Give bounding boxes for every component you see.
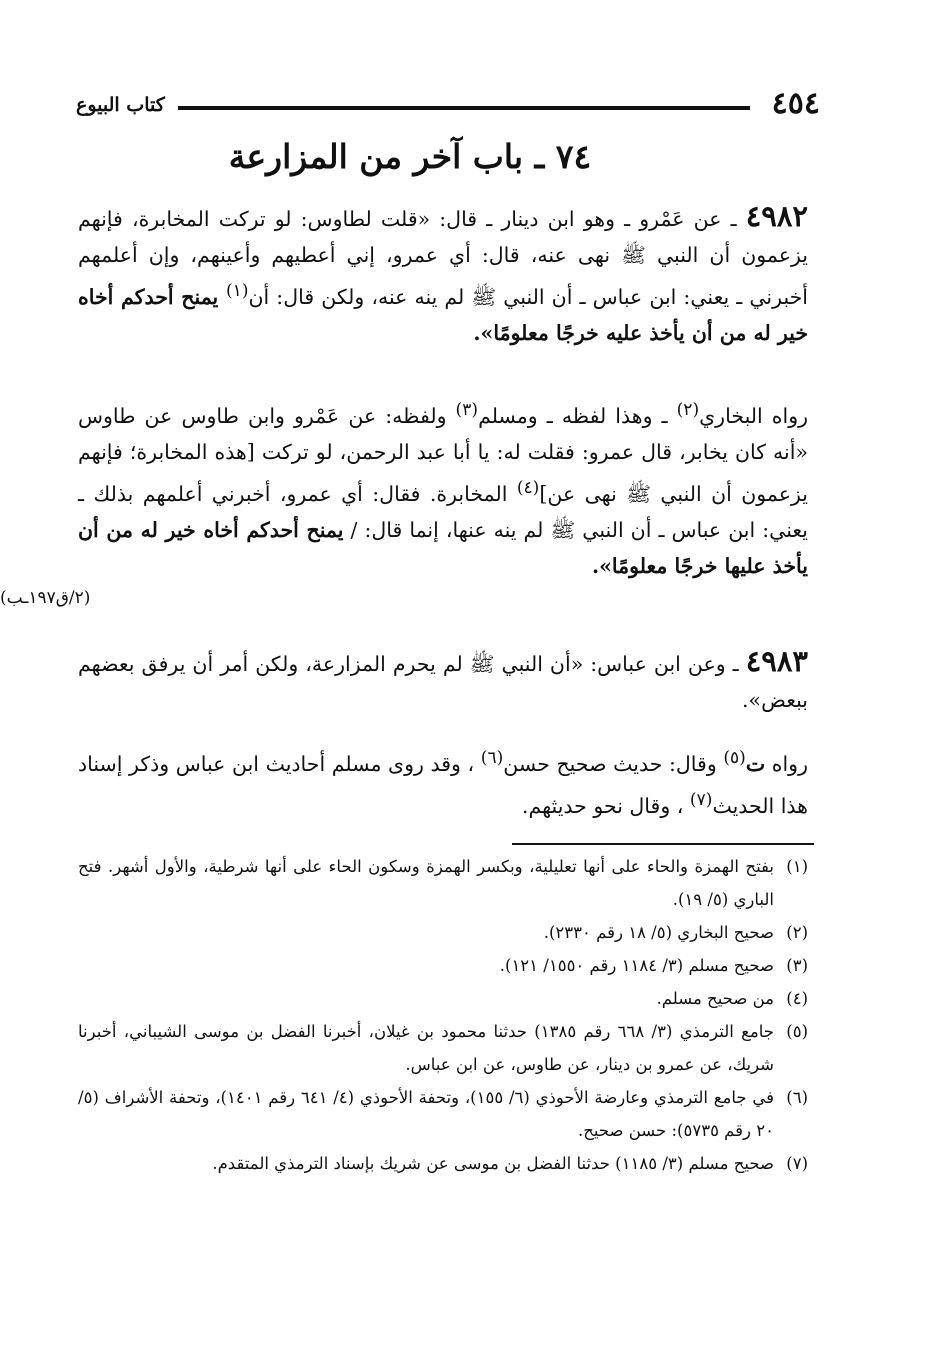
hadith-emphasis: يمنح أحدكم أخاه خير له من أن يأخذ عليها خرجًا معلومًا».: [78, 517, 808, 578]
header-rule: [178, 106, 750, 110]
footnote-item: [78, 949, 808, 982]
footnote-number: (٥): [786, 1022, 808, 1041]
footnote-item: [78, 850, 808, 916]
footnote-marker[interactable]: (٥): [723, 748, 746, 768]
footnote-text: بفتح الهمزة والحاء على أنها تعليلية، وبكسر الهمزة وسكون الحاء على أنها شرطية، والأول أشهر. فتح الباري (٥/ ١٩).: [78, 857, 774, 909]
footnote-text: في جامع الترمذي وعارضة الأحوذي (٦/ ١٥٥)، وتحفة الأحوذي (٤/ ٦٤١ رقم ١٤٠١)، وتحفة الأشراف (٥/ ٢٠ رقم ٥٧٣٥): حسن صحيح.: [78, 1088, 775, 1140]
footnote-rule: [512, 843, 814, 845]
footnote-number: (٢): [786, 923, 808, 942]
footnote-marker[interactable]: (١): [225, 281, 249, 301]
narration-text: ولفظه: عن عَمْرو وابن طاوس عن طاوس «أنه كان يخابر، قال عمرو: فقلت له: يا أبا عبد الرحمن، لو تركت [هذه المخابرة؛ فإنهم يزعمون أن النبي ﷺ نهى عن]: [78, 403, 809, 506]
hadith-emphasis: يمنح أحدكم أخاه خير له من أن يأخذ عليه خرجًا معلومًا».: [78, 284, 808, 345]
footnote-text: جامع الترمذي (٣/ ٦٦٨ رقم ١٣٨٥) حدثنا محمود بن غيلان، أخبرنا الفضل بن موسى الشيباني، أخبرنا شريك، عن عمرو بن دينار، عن طاوس، عن ابن عباس.: [78, 1022, 774, 1074]
page-number: ٤٥٤: [771, 86, 820, 121]
chapter-title: ٧٤ ـ باب آخر من المزارعة: [228, 137, 592, 176]
footnotes: [78, 850, 808, 1180]
narration-text: رواه البخاري: [699, 403, 808, 428]
narration-4982: [78, 392, 808, 584]
footnote-marker[interactable]: (٦): [480, 748, 504, 768]
narration-text: المخابرة. فقال: أي عمرو، أخبرني أعلمهم بذلك ـ يعني: ابن عباس ـ أن النبي ﷺ لم ينه عنها، إنما قال: /: [78, 481, 808, 542]
hadith-text: ـ وعن ابن عباس: «أن النبي ﷺ لم يحرم المزارعة، ولكن أمر أن يرفق بعضهم ببعض».: [78, 652, 808, 712]
footnote-text: صحيح البخاري (٥/ ١٨ رقم ٢٣٣٠).: [543, 923, 774, 942]
footnote-marker[interactable]: (٤): [516, 477, 540, 498]
footnote-item: [78, 916, 808, 949]
footnote-number: (٤): [786, 989, 808, 1008]
footnote-item: [78, 1015, 808, 1081]
footnote-number: (٦): [786, 1088, 808, 1107]
hadith-text: ـ عن عَمْرو ـ وهو ابن دينار ـ قال: «قلت لطاوس: لو تركت المخابرة، فإنهم يزعمون أن النبي ﷺ نهى عنه، قال: أي عمرو، إني أعطيهم وأعينهم، وإن أعلمهم أخبرني ـ يعني: ابن عباس ـ أن النبي ﷺ لم ينه عنه، ولكن قال: أن: [78, 207, 809, 309]
hadith-4982: [78, 198, 808, 351]
narration-text: ، وقد روى مسلم أحاديث ابن عباس وذكر إسناد هذا الحديث: [78, 751, 808, 818]
footnote-text: من صحيح مسلم.: [656, 989, 774, 1008]
hadith-number: ٤٩٨٣: [745, 644, 808, 678]
footnote-number: (٧): [786, 1154, 808, 1173]
hadith-number: ٤٩٨٢: [745, 199, 808, 233]
manuscript-side-note: (٢/ق١٩٧ـب): [0, 588, 91, 608]
footnote-marker[interactable]: (٢): [676, 400, 700, 420]
footnote-item: [78, 1147, 808, 1180]
footnote-text: صحيح مسلم (٣/ ١١٨٤ رقم ١٥٥٠/ ١٢١).: [499, 956, 774, 975]
hadith-4983: [78, 643, 808, 718]
footnote-number: (١): [786, 857, 808, 876]
narration-text: ، وقال نحو حديثهم.: [521, 793, 690, 818]
footnote-item: [78, 982, 808, 1015]
source-abbreviation: ت: [745, 751, 766, 776]
footnote-marker[interactable]: (٣): [455, 400, 479, 420]
footnote-item: [78, 1081, 808, 1147]
narration-text: ـ وهذا لفظه ـ ومسلم: [478, 403, 677, 428]
narration-text: وقال: حديث صحيح حسن: [503, 751, 724, 776]
footnote-marker[interactable]: (٧): [689, 789, 713, 810]
page-header: [70, 86, 820, 126]
narration-4983: [78, 740, 808, 824]
narration-text: رواه: [765, 751, 808, 776]
running-title: كتاب البيوع: [76, 94, 165, 116]
footnote-text: صحيح مسلم (٣/ ١١٨٥) حدثنا الفضل بن موسى عن شريك بإسناد الترمذي المتقدم.: [212, 1154, 774, 1173]
footnote-number: (٣): [786, 956, 808, 975]
